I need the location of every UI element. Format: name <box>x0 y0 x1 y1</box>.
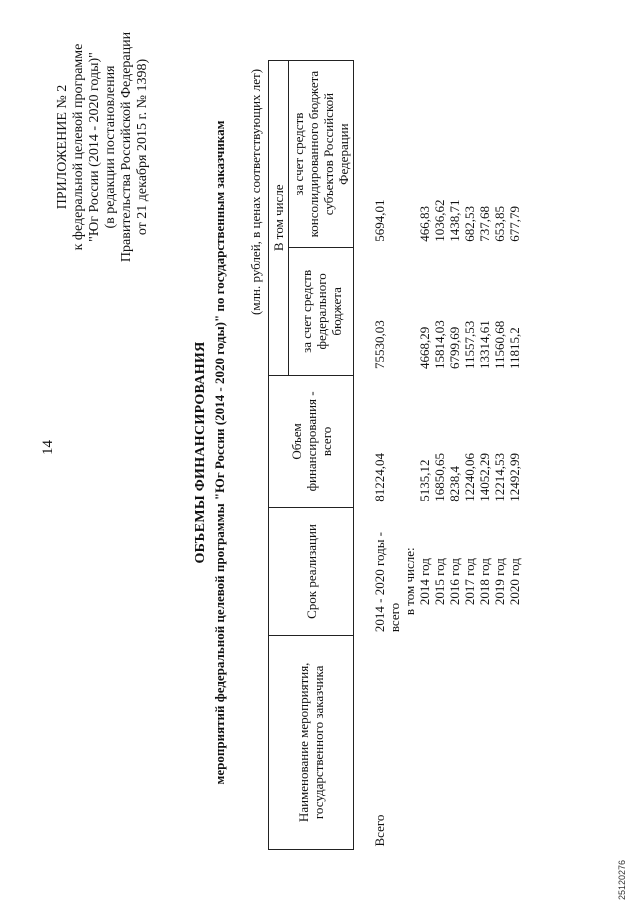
appendix-line: "Юг России (2014 - 2020 годы)" <box>87 52 102 242</box>
table-row <box>432 61 447 850</box>
cell-total: 5135,12 <box>417 459 432 502</box>
appendix-line: Правительства Российской Федерации <box>119 31 134 263</box>
cell-including-label: в том числе: <box>402 547 417 616</box>
funding-table <box>268 60 522 850</box>
cell-total: 12240,06 <box>462 453 477 502</box>
cell-regional: 653,85 <box>492 205 507 242</box>
cell-regional: 677,79 <box>507 205 522 242</box>
document-title: ОБЪЕМЫ ФИНАНСИРОВАНИЯ <box>193 341 208 564</box>
header-regional: за счет средств консолидированного бюджета субъектов Российской Федерации <box>289 61 354 248</box>
cell-federal: 11815,2 <box>507 327 522 370</box>
cell-regional: 1036,62 <box>432 199 447 242</box>
header-including: В том числе <box>269 61 289 376</box>
cell-federal: 13314,61 <box>477 320 492 370</box>
cell-federal: 11560,68 <box>492 320 507 370</box>
cell-total: 12492,99 <box>507 453 522 502</box>
cell-regional: 466,83 <box>417 205 432 242</box>
document-stamp: 25120276 <box>617 859 627 900</box>
cell-period: 2016 год <box>447 558 462 606</box>
cell-federal: 75530,03 <box>372 320 387 370</box>
cell-total: 8238,4 <box>447 466 462 502</box>
appendix-line: (в редакции постановления <box>103 65 118 229</box>
table-row <box>507 61 522 850</box>
cell-federal: 15814,03 <box>432 320 447 370</box>
document-subtitle: мероприятий федеральной целевой программы "Юг России (2014 - 2020 годы)" по государственным заказчикам <box>212 120 227 785</box>
table-row <box>402 61 417 850</box>
cell-total: 16850,65 <box>432 453 447 502</box>
table-row <box>354 61 403 850</box>
cell-period: 2019 год <box>492 558 507 606</box>
cell-total: 14052,29 <box>477 453 492 502</box>
cell-period: 2014 - 2020 годы - всего <box>372 531 402 633</box>
cell-federal: 6799,69 <box>447 326 462 370</box>
appendix-line: от 21 декабря 2015 г. № 1398) <box>135 58 150 236</box>
cell-regional: 737,68 <box>477 205 492 242</box>
table-row <box>417 61 432 850</box>
cell-period: 2014 год <box>417 558 432 606</box>
appendix-line: ПРИЛОЖЕНИЕ № 2 <box>55 84 70 210</box>
appendix-line: к федеральной целевой программе <box>71 43 86 251</box>
cell-period: 2015 год <box>432 558 447 606</box>
appendix-header <box>55 17 151 277</box>
cell-total: 81224,04 <box>372 453 387 502</box>
page-number: 14 <box>40 440 56 455</box>
header-total: Объем финансирования - всего <box>269 375 354 508</box>
table-row <box>477 61 492 850</box>
cell-period: 2017 год <box>462 558 477 606</box>
cell-regional: 5694,01 <box>372 199 387 242</box>
table-row <box>462 61 477 850</box>
header-period: Срок реализации <box>269 508 354 635</box>
cell-regional: 1438,71 <box>447 199 462 242</box>
header-federal: за счет средств федерального бюджета <box>289 248 354 375</box>
cell-regional: 682,53 <box>462 205 477 242</box>
cell-period: 2020 год <box>507 558 522 606</box>
row-label: Всего <box>372 814 387 847</box>
header-name: Наименование мероприятия, государственного заказчика <box>269 635 354 849</box>
cell-total: 12214,53 <box>492 453 507 502</box>
units-note: (млн. рублей, в ценах соответствующих лет) <box>248 68 263 315</box>
cell-federal: 4668,29 <box>417 326 432 370</box>
table-row <box>447 61 462 850</box>
table-row <box>492 61 507 850</box>
cell-period: 2018 год <box>477 558 492 606</box>
cell-federal: 11557,53 <box>462 320 477 370</box>
